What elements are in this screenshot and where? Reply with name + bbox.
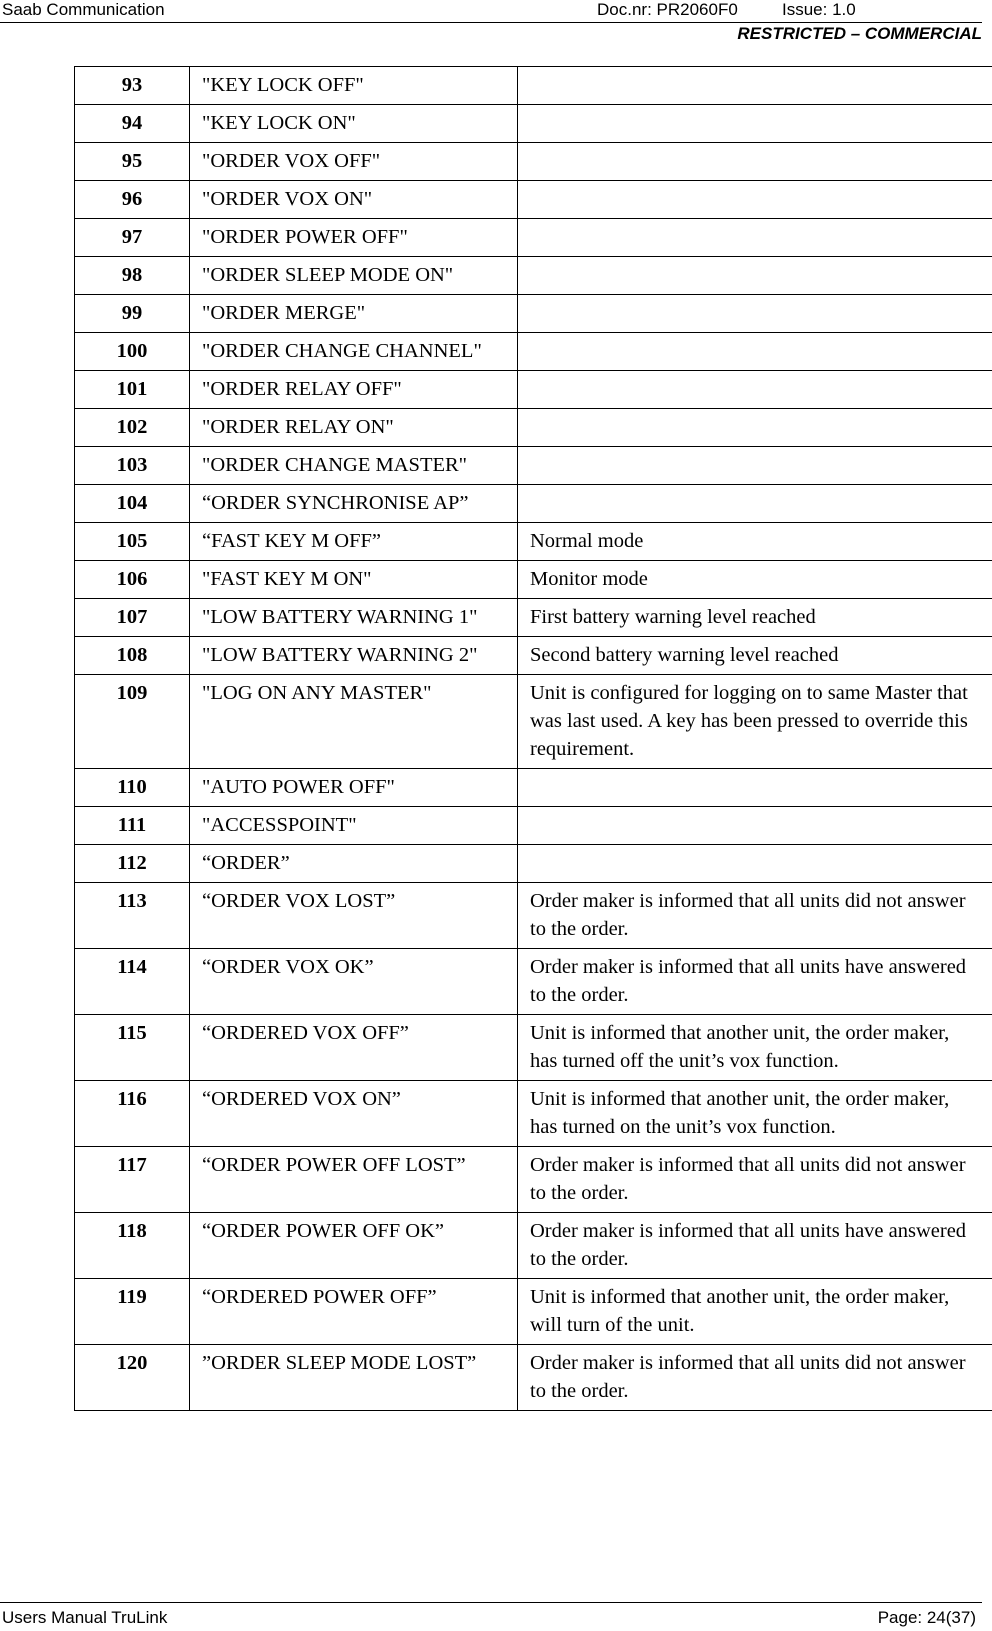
table-row bbox=[75, 807, 992, 845]
manual-title: Users Manual TruLink bbox=[2, 1608, 167, 1628]
table-row bbox=[75, 599, 992, 637]
message-number: 116 bbox=[75, 1081, 190, 1147]
message-text: “ORDER SYNCHRONISE AP” bbox=[190, 485, 518, 523]
page-header bbox=[0, 0, 982, 23]
message-number: 96 bbox=[75, 181, 190, 219]
page-number: Page: 24(37) bbox=[878, 1608, 976, 1628]
message-description: Monitor mode bbox=[518, 561, 992, 599]
table-row bbox=[75, 181, 992, 219]
message-description bbox=[518, 371, 992, 409]
message-description bbox=[518, 295, 992, 333]
message-text: "LOG ON ANY MASTER" bbox=[190, 675, 518, 769]
message-text: "ORDER RELAY ON" bbox=[190, 409, 518, 447]
table-row bbox=[75, 769, 992, 807]
document-number: Doc.nr: PR2060F0 bbox=[597, 0, 738, 20]
table-row bbox=[75, 1279, 992, 1345]
table-row bbox=[75, 333, 992, 371]
message-description bbox=[518, 409, 992, 447]
issue-number: Issue: 1.0 bbox=[782, 0, 856, 20]
message-number: 111 bbox=[75, 807, 190, 845]
message-text: "ORDER VOX OFF" bbox=[190, 143, 518, 181]
message-number: 103 bbox=[75, 447, 190, 485]
message-number: 112 bbox=[75, 845, 190, 883]
message-text: “ORDER VOX LOST” bbox=[190, 883, 518, 949]
message-description bbox=[518, 447, 992, 485]
message-text: “ORDERED POWER OFF” bbox=[190, 1279, 518, 1345]
table-row bbox=[75, 219, 992, 257]
message-text: "ORDER CHANGE CHANNEL" bbox=[190, 333, 518, 371]
message-description: Order maker is informed that all units did not answer to the order. bbox=[518, 1345, 992, 1411]
table-row bbox=[75, 485, 992, 523]
table-row bbox=[75, 143, 992, 181]
message-text: "ORDER CHANGE MASTER" bbox=[190, 447, 518, 485]
message-description bbox=[518, 485, 992, 523]
message-number: 94 bbox=[75, 105, 190, 143]
message-description bbox=[518, 845, 992, 883]
message-description bbox=[518, 219, 992, 257]
table-row bbox=[75, 409, 992, 447]
table-row bbox=[75, 1147, 992, 1213]
message-text: “FAST KEY M OFF” bbox=[190, 523, 518, 561]
message-description: Unit is informed that another unit, the order maker, has turned off the unit’s vox function. bbox=[518, 1015, 992, 1081]
message-description: Unit is informed that another unit, the order maker, has turned on the unit’s vox function. bbox=[518, 1081, 992, 1147]
message-number: 98 bbox=[75, 257, 190, 295]
table-row bbox=[75, 67, 992, 105]
message-text: “ORDERED VOX OFF” bbox=[190, 1015, 518, 1081]
message-description: Unit is configured for logging on to same Master that was last used. A key has been pressed to override this requirement. bbox=[518, 675, 992, 769]
message-description bbox=[518, 769, 992, 807]
message-text: "KEY LOCK ON" bbox=[190, 105, 518, 143]
table-row bbox=[75, 675, 992, 769]
table-row bbox=[75, 949, 992, 1015]
message-table bbox=[74, 66, 992, 1411]
message-number: 107 bbox=[75, 599, 190, 637]
message-description bbox=[518, 807, 992, 845]
message-number: 97 bbox=[75, 219, 190, 257]
message-description bbox=[518, 181, 992, 219]
table-row bbox=[75, 1213, 992, 1279]
table-row bbox=[75, 561, 992, 599]
table-row bbox=[75, 1081, 992, 1147]
message-number: 93 bbox=[75, 67, 190, 105]
message-description: Order maker is informed that all units have answered to the order. bbox=[518, 949, 992, 1015]
message-number: 101 bbox=[75, 371, 190, 409]
message-text: "ORDER VOX ON" bbox=[190, 181, 518, 219]
table-row bbox=[75, 447, 992, 485]
message-number: 102 bbox=[75, 409, 190, 447]
message-number: 109 bbox=[75, 675, 190, 769]
message-text: ”ORDER SLEEP MODE LOST” bbox=[190, 1345, 518, 1411]
classification-label: RESTRICTED – COMMERCIAL bbox=[737, 24, 982, 44]
message-number: 100 bbox=[75, 333, 190, 371]
message-number: 106 bbox=[75, 561, 190, 599]
message-text: "ORDER MERGE" bbox=[190, 295, 518, 333]
table-row bbox=[75, 371, 992, 409]
table-row bbox=[75, 1345, 992, 1411]
message-description bbox=[518, 105, 992, 143]
message-text: "ACCESSPOINT" bbox=[190, 807, 518, 845]
message-text: “ORDER VOX OK” bbox=[190, 949, 518, 1015]
message-number: 115 bbox=[75, 1015, 190, 1081]
message-text: "KEY LOCK OFF" bbox=[190, 67, 518, 105]
message-number: 119 bbox=[75, 1279, 190, 1345]
message-text: "ORDER POWER OFF" bbox=[190, 219, 518, 257]
message-number: 105 bbox=[75, 523, 190, 561]
message-description bbox=[518, 333, 992, 371]
message-description: Order maker is informed that all units have answered to the order. bbox=[518, 1213, 992, 1279]
message-text: “ORDER POWER OFF OK” bbox=[190, 1213, 518, 1279]
message-text: “ORDER” bbox=[190, 845, 518, 883]
message-text: "ORDER SLEEP MODE ON" bbox=[190, 257, 518, 295]
message-description: Normal mode bbox=[518, 523, 992, 561]
message-table-container bbox=[74, 66, 992, 1411]
message-description: Order maker is informed that all units did not answer to the order. bbox=[518, 1147, 992, 1213]
table-row bbox=[75, 883, 992, 949]
table-row bbox=[75, 523, 992, 561]
message-description: Unit is informed that another unit, the order maker, will turn of the unit. bbox=[518, 1279, 992, 1345]
message-number: 108 bbox=[75, 637, 190, 675]
message-number: 117 bbox=[75, 1147, 190, 1213]
table-row bbox=[75, 637, 992, 675]
message-number: 95 bbox=[75, 143, 190, 181]
message-number: 114 bbox=[75, 949, 190, 1015]
message-text: "LOW BATTERY WARNING 1" bbox=[190, 599, 518, 637]
message-number: 113 bbox=[75, 883, 190, 949]
message-number: 104 bbox=[75, 485, 190, 523]
table-row bbox=[75, 295, 992, 333]
table-row bbox=[75, 257, 992, 295]
message-number: 118 bbox=[75, 1213, 190, 1279]
message-description: First battery warning level reached bbox=[518, 599, 992, 637]
message-description bbox=[518, 257, 992, 295]
message-description: Order maker is informed that all units did not answer to the order. bbox=[518, 883, 992, 949]
message-text: “ORDERED VOX ON” bbox=[190, 1081, 518, 1147]
table-row bbox=[75, 105, 992, 143]
page-footer bbox=[0, 1602, 982, 1631]
message-description bbox=[518, 67, 992, 105]
message-text: "LOW BATTERY WARNING 2" bbox=[190, 637, 518, 675]
message-number: 110 bbox=[75, 769, 190, 807]
message-number: 120 bbox=[75, 1345, 190, 1411]
message-text: "FAST KEY M ON" bbox=[190, 561, 518, 599]
message-text: “ORDER POWER OFF LOST” bbox=[190, 1147, 518, 1213]
message-description: Second battery warning level reached bbox=[518, 637, 992, 675]
table-row bbox=[75, 1015, 992, 1081]
message-number: 99 bbox=[75, 295, 190, 333]
table-row bbox=[75, 845, 992, 883]
message-description bbox=[518, 143, 992, 181]
message-text: "ORDER RELAY OFF" bbox=[190, 371, 518, 409]
message-text: "AUTO POWER OFF" bbox=[190, 769, 518, 807]
company-name: Saab Communication bbox=[2, 0, 165, 20]
